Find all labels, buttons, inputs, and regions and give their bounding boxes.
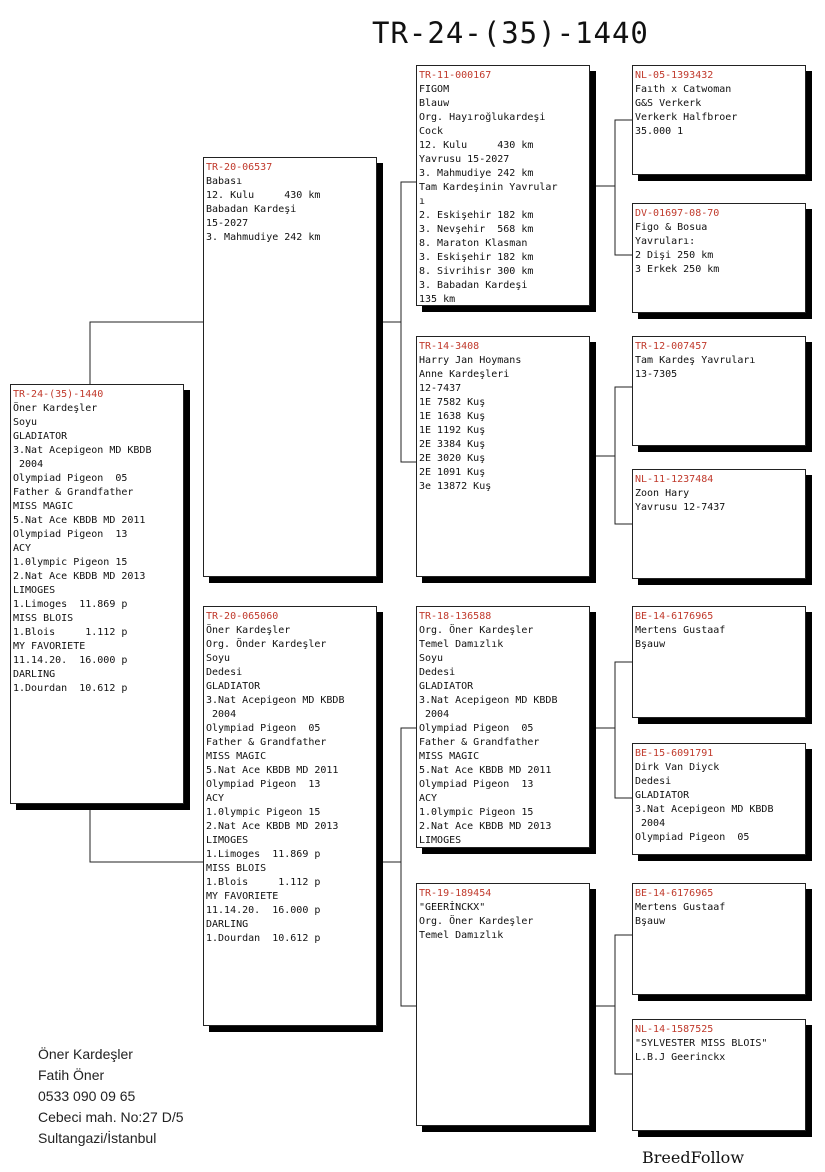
- pedigree-line: Yavrusu 15-2027: [419, 154, 510, 165]
- pedigree-line: 3.Nat Acepigeon MD KBDB: [419, 695, 558, 706]
- pedigree-line: 1.Dourdan 10.612 p: [206, 933, 321, 944]
- pedigree-line: 8. Sivrihisr 300 km: [419, 266, 534, 277]
- pedigree-line: DARLING: [13, 669, 56, 680]
- pedigree-line: ACY: [419, 793, 438, 804]
- pedigree-line: "GEERİNCKX": [419, 902, 486, 913]
- pedigree-line: 1E 1192 Kuş: [419, 425, 486, 436]
- pedigree-line: 2.Nat Ace KBDB MD 2013: [206, 821, 339, 832]
- pedigree-line: 3. Eskişehir 182 km: [419, 252, 534, 263]
- pedigree-line: 1E 1638 Kuş: [419, 411, 486, 422]
- card-dam[interactable]: [203, 606, 377, 1026]
- pedigree-line: Dedesi: [635, 776, 672, 787]
- footer-line: Öner Kardeşler: [38, 1046, 133, 1062]
- connector-sd: [589, 387, 632, 456]
- pedigree-line: Dedesi: [419, 667, 456, 678]
- pedigree-line: Yavrusu 12-7437: [635, 502, 726, 513]
- pedigree-line: 2004: [206, 709, 237, 720]
- pedigree-line: LIMOGES: [13, 585, 56, 596]
- footer-phone: 0533 090 09 65: [38, 1088, 136, 1104]
- ring-number: TR-19-189454: [419, 888, 492, 899]
- pedigree-line: Olympiad Pigeon 13: [13, 529, 128, 540]
- pedigree-line: 1.Limoges 11.869 p: [13, 599, 128, 610]
- pedigree-line: Babası: [206, 176, 243, 187]
- pedigree-line: 3.Nat Acepigeon MD KBDB: [206, 695, 345, 706]
- ring-number: BE-14-6176965: [635, 611, 714, 622]
- pedigree-line: Father & Grandfather: [206, 737, 327, 748]
- pedigree-line: 12. Kulu 430 km: [206, 190, 321, 201]
- pedigree-line: MISS BLOIS: [13, 613, 74, 624]
- pedigree-line: 2004: [13, 459, 44, 470]
- ring-number: TR-20-065060: [206, 611, 279, 622]
- ring-number: NL-14-1587525: [635, 1024, 714, 1035]
- brand-logo: BreedFollow: [642, 1148, 745, 1167]
- pedigree-line: MISS MAGIC: [206, 751, 267, 762]
- pedigree-line: Dirk Van Diyck: [635, 762, 720, 773]
- pedigree-line: 1.Blois 1.112 p: [206, 877, 321, 888]
- card-dam-dam-dam[interactable]: [632, 1019, 806, 1131]
- pedigree-line: 3. Babadan Kardeşi: [419, 280, 528, 291]
- card-dam-dam[interactable]: [416, 883, 590, 1126]
- pedigree-line: 135 km: [419, 294, 456, 305]
- connector-subject-sire: [90, 322, 204, 384]
- connector-sd-low: [615, 456, 632, 524]
- card-sire-dam-sire[interactable]: [632, 336, 806, 446]
- contact-info: [38, 1044, 184, 1149]
- pedigree-line: MISS MAGIC: [13, 501, 74, 512]
- card-dam-dam-sire[interactable]: [632, 883, 806, 995]
- card-sire-sire[interactable]: [416, 65, 590, 306]
- pedigree-line: MY FAVORIETE: [206, 891, 279, 902]
- pedigree-line: Org. Hayıroğlukardeşi: [419, 112, 546, 123]
- pedigree-line: Harry Jan Hoymans: [419, 355, 522, 366]
- pedigree-title: TR-24-(35)-1440: [372, 16, 649, 50]
- pedigree-line: 13-7305: [635, 369, 678, 380]
- pedigree-line: 2E 3384 Kuş: [419, 439, 486, 450]
- pedigree-line: Olympiad Pigeon 13: [206, 779, 321, 790]
- connector-dd-low: [615, 1006, 632, 1074]
- pedigree-line: GLADIATOR: [13, 431, 68, 442]
- pedigree-line: 8. Maraton Klasman: [419, 238, 528, 249]
- pedigree-line: Org. Öner Kardeşler: [419, 916, 534, 927]
- pedigree-line: 1.0lympic Pigeon 15: [206, 807, 321, 818]
- pedigree-line: Babadan Kardeşi: [206, 204, 297, 215]
- pedigree-line: Faıth x Catwoman: [635, 84, 732, 95]
- pedigree-line: Father & Grandfather: [419, 737, 540, 748]
- pedigree-line: 2004: [419, 709, 450, 720]
- pedigree-line: 3e 13872 Kuş: [419, 481, 492, 492]
- footer-address: Cebeci mah. No:27 D/5: [38, 1109, 184, 1125]
- connector-ss-low: [615, 186, 632, 255]
- pedigree-line: Org. Önder Kardeşler: [206, 639, 327, 650]
- connector-subject-dam: [90, 804, 204, 862]
- pedigree-line: Olympiad Pigeon 13: [419, 779, 534, 790]
- ring-number: DV-01697-08-70: [635, 208, 720, 219]
- pedigree-line: ı: [419, 196, 426, 207]
- pedigree-line: Olympiad Pigeon 05: [206, 723, 321, 734]
- card-sire-dam[interactable]: [416, 336, 590, 577]
- pedigree-line: MY FAVORIETE: [13, 641, 86, 652]
- pedigree-line: Temel Damızlık: [419, 930, 504, 941]
- pedigree-line: LIMOGES: [419, 835, 462, 846]
- pedigree-line: Father & Grandfather: [13, 487, 134, 498]
- pedigree-line: 2.Nat Ace KBDB MD 2013: [419, 821, 552, 832]
- pedigree-line: 3. Nevşehir 568 km: [419, 224, 534, 235]
- ring-number: TR-12-007457: [635, 341, 708, 352]
- ring-number: BE-15-6091791: [635, 748, 714, 759]
- card-sire-sire-dam[interactable]: [632, 203, 806, 313]
- pedigree-line: 11.14.20. 16.000 p: [206, 905, 321, 916]
- card-sire-dam-dam[interactable]: [632, 469, 806, 579]
- card-dam-sire[interactable]: [416, 606, 590, 848]
- pedigree-line: G&S Verkerk: [635, 98, 702, 109]
- pedigree-line: Öner Kardeşler: [13, 403, 98, 414]
- pedigree-line: Olympiad Pigeon 05: [13, 473, 128, 484]
- ring-number: NL-11-1237484: [635, 474, 714, 485]
- pedigree-line: 3.Nat Acepigeon MD KBDB: [13, 445, 152, 456]
- connector-sire: [377, 182, 416, 322]
- pedigree-line: Temel Damızlık: [419, 639, 504, 650]
- pedigree-line: 35.000 1: [635, 126, 684, 137]
- connector-dam: [377, 728, 416, 862]
- pedigree-line: 12-7437: [419, 383, 462, 394]
- footer-city: Sultangazi/İstanbul: [38, 1130, 157, 1146]
- pedigree-line: Öner Kardeşler: [206, 625, 291, 636]
- ring-number: NL-05-1393432: [635, 70, 714, 81]
- connector-ds-low: [615, 728, 632, 798]
- pedigree-line: Anne Kardeşleri: [419, 369, 510, 380]
- ring-number: TR-11-000167: [419, 70, 492, 81]
- card-dam-sire-dam[interactable]: [632, 743, 806, 855]
- card-sire-sire-sire[interactable]: [632, 65, 806, 175]
- pedigree-line: 3. Mahmudiye 242 km: [206, 232, 321, 243]
- pedigree-line: 5.Nat Ace KBDB MD 2011: [13, 515, 146, 526]
- pedigree-line: Soyu: [13, 417, 38, 428]
- pedigree-line: LIMOGES: [206, 835, 249, 846]
- pedigree-line: 2. Eskişehir 182 km: [419, 210, 534, 221]
- pedigree-line: 1.Blois 1.112 p: [13, 627, 128, 638]
- pedigree-line: 3.Nat Acepigeon MD KBDB: [635, 804, 774, 815]
- connector-ss: [589, 120, 632, 186]
- footer-line: Fatih Öner: [38, 1067, 105, 1083]
- pedigree-line: GLADIATOR: [635, 790, 690, 801]
- connector-dd: [589, 935, 632, 1006]
- pedigree-line: 15-2027: [206, 218, 249, 229]
- pedigree-line: DARLING: [206, 919, 249, 930]
- pedigree-line: Verkerk Halfbroer: [635, 112, 738, 123]
- pedigree-line: Soyu: [206, 653, 231, 664]
- pedigree-line: 1E 7582 Kuş: [419, 397, 486, 408]
- ring-number: TR-24-(35)-1440: [13, 389, 104, 400]
- pedigree-line: "SYLVESTER MISS BLOIS": [635, 1038, 768, 1049]
- pedigree-line: 3 Erkek 250 km: [635, 264, 720, 275]
- ring-number: TR-20-06537: [206, 162, 273, 173]
- connector-dam-low: [401, 862, 416, 1006]
- pedigree-line: ACY: [206, 793, 225, 804]
- pedigree-line: Tam Kardeş Yavruları: [635, 355, 756, 366]
- pedigree-line: Blauw: [419, 98, 450, 109]
- pedigree-line: Org. Öner Kardeşler: [419, 625, 534, 636]
- pedigree-line: 12. Kulu 430 km: [419, 140, 534, 151]
- pedigree-line: 11.14.20. 16.000 p: [13, 655, 128, 666]
- pedigree-line: Figo & Bosua: [635, 222, 708, 233]
- pedigree-line: Bşauw: [635, 916, 666, 927]
- pedigree-line: 2004: [635, 818, 666, 829]
- pedigree-line: 1.Dourdan 10.612 p: [13, 683, 128, 694]
- pedigree-line: 5.Nat Ace KBDB MD 2011: [419, 765, 552, 776]
- pedigree-line: Dedesi: [206, 667, 243, 678]
- pedigree-line: Zoon Hary: [635, 488, 690, 499]
- pedigree-line: L.B.J Geerinckx: [635, 1052, 726, 1063]
- ring-number: TR-18-136588: [419, 611, 492, 622]
- pedigree-line: GLADIATOR: [419, 681, 474, 692]
- card-sire[interactable]: [203, 157, 377, 577]
- pedigree-line: Yavruları:: [635, 236, 696, 247]
- ring-number: BE-14-6176965: [635, 888, 714, 899]
- card-dam-sire-sire[interactable]: [632, 606, 806, 718]
- pedigree-line: Mertens Gustaaf: [635, 625, 726, 636]
- pedigree-line: Bşauw: [635, 639, 666, 650]
- pedigree-line: 1.0lympic Pigeon 15: [13, 557, 128, 568]
- pedigree-line: 2E 1091 Kuş: [419, 467, 486, 478]
- pedigree-line: ACY: [13, 543, 32, 554]
- pedigree-line: 5.Nat Ace KBDB MD 2011: [206, 765, 339, 776]
- pedigree-line: 2.Nat Ace KBDB MD 2013: [13, 571, 146, 582]
- pedigree-line: Olympiad Pigeon 05: [419, 723, 534, 734]
- pedigree-line: 2E 3020 Kuş: [419, 453, 486, 464]
- card-subject[interactable]: [10, 384, 184, 804]
- pedigree-line: Olympiad Pigeon 05: [635, 832, 750, 843]
- pedigree-line: 2 Dişi 250 km: [635, 250, 714, 261]
- pedigree-line: MISS MAGIC: [419, 751, 480, 762]
- pedigree-line: GLADIATOR: [206, 681, 261, 692]
- ring-number: TR-14-3408: [419, 341, 480, 352]
- pedigree-line: Mertens Gustaaf: [635, 902, 726, 913]
- pedigree-line: Cock: [419, 126, 444, 137]
- pedigree-line: FIGOM: [419, 84, 450, 95]
- connector-sire-low: [401, 322, 416, 462]
- pedigree-line: Soyu: [419, 653, 444, 664]
- connector-ds: [589, 662, 632, 728]
- pedigree-line: Tam Kardeşinin Yavrular: [419, 182, 558, 193]
- pedigree-line: 1.0lympic Pigeon 15: [419, 807, 534, 818]
- pedigree-line: MISS BLOIS: [206, 863, 267, 874]
- pedigree-line: 1.Limoges 11.869 p: [206, 849, 321, 860]
- pedigree-line: 3. Mahmudiye 242 km: [419, 168, 534, 179]
